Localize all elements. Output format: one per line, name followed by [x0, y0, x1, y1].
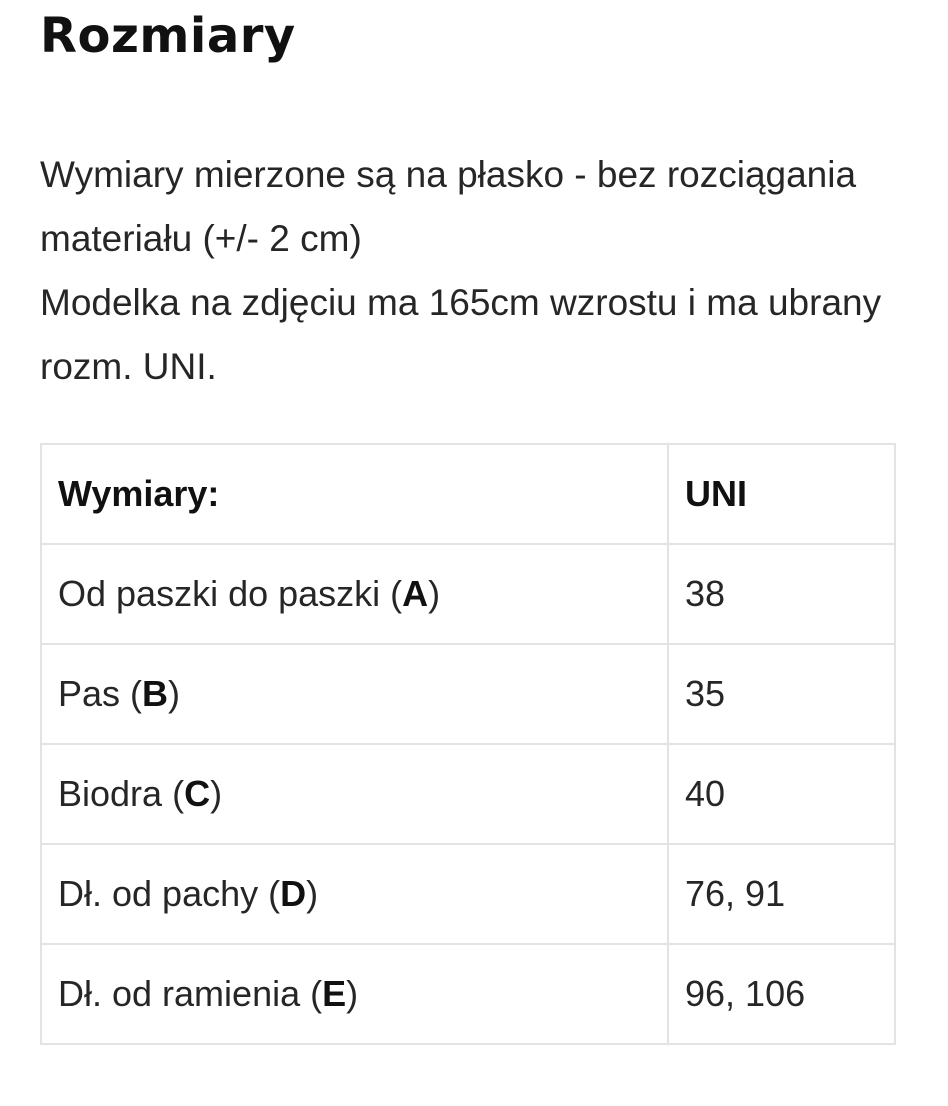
measurement-code: E	[322, 973, 347, 1014]
measurement-value: 35	[668, 644, 895, 744]
measurement-suffix: )	[306, 873, 319, 914]
measurement-value: 38	[668, 544, 895, 644]
measurement-name: Od paszki do paszki (	[58, 573, 403, 614]
header-size-label: UNI	[668, 444, 895, 544]
table-header-row	[41, 444, 895, 544]
measurement-code: A	[402, 573, 429, 614]
table-row	[41, 744, 895, 844]
measurement-name: Dł. od ramienia (	[58, 973, 323, 1014]
table-row	[41, 844, 895, 944]
measurement-value: 96, 106	[668, 944, 895, 1044]
measurement-value: 40	[668, 744, 895, 844]
page-title: Rozmiary	[40, 8, 296, 64]
measurement-suffix: )	[168, 673, 181, 714]
measurement-label	[41, 944, 668, 1044]
measurement-label	[41, 544, 668, 644]
measurement-name: Dł. od pachy (	[58, 873, 281, 914]
header-measurements-label: Wymiary:	[41, 444, 668, 544]
measurement-code: D	[280, 873, 307, 914]
table-row	[41, 544, 895, 644]
measurement-label	[41, 744, 668, 844]
measurement-code: C	[184, 773, 211, 814]
description-measurement-note: Wymiary mierzone są na płasko - bez rozciągania materiału (+/- 2 cm)	[40, 154, 857, 259]
measurement-value: 76, 91	[668, 844, 895, 944]
measurement-suffix: )	[346, 973, 359, 1014]
table-row	[41, 644, 895, 744]
measurement-label	[41, 844, 668, 944]
description-model-note: Modelka na zdjęciu ma 165cm wzrostu i ma ubrany rozm. UNI.	[40, 282, 882, 387]
measurement-label	[41, 644, 668, 744]
size-table	[40, 443, 896, 1045]
measurement-name: Biodra (	[58, 773, 185, 814]
measurement-suffix: )	[428, 573, 441, 614]
measurement-suffix: )	[210, 773, 223, 814]
table-row	[41, 944, 895, 1044]
description	[40, 143, 910, 399]
measurement-code: B	[142, 673, 169, 714]
measurement-name: Pas (	[58, 673, 143, 714]
